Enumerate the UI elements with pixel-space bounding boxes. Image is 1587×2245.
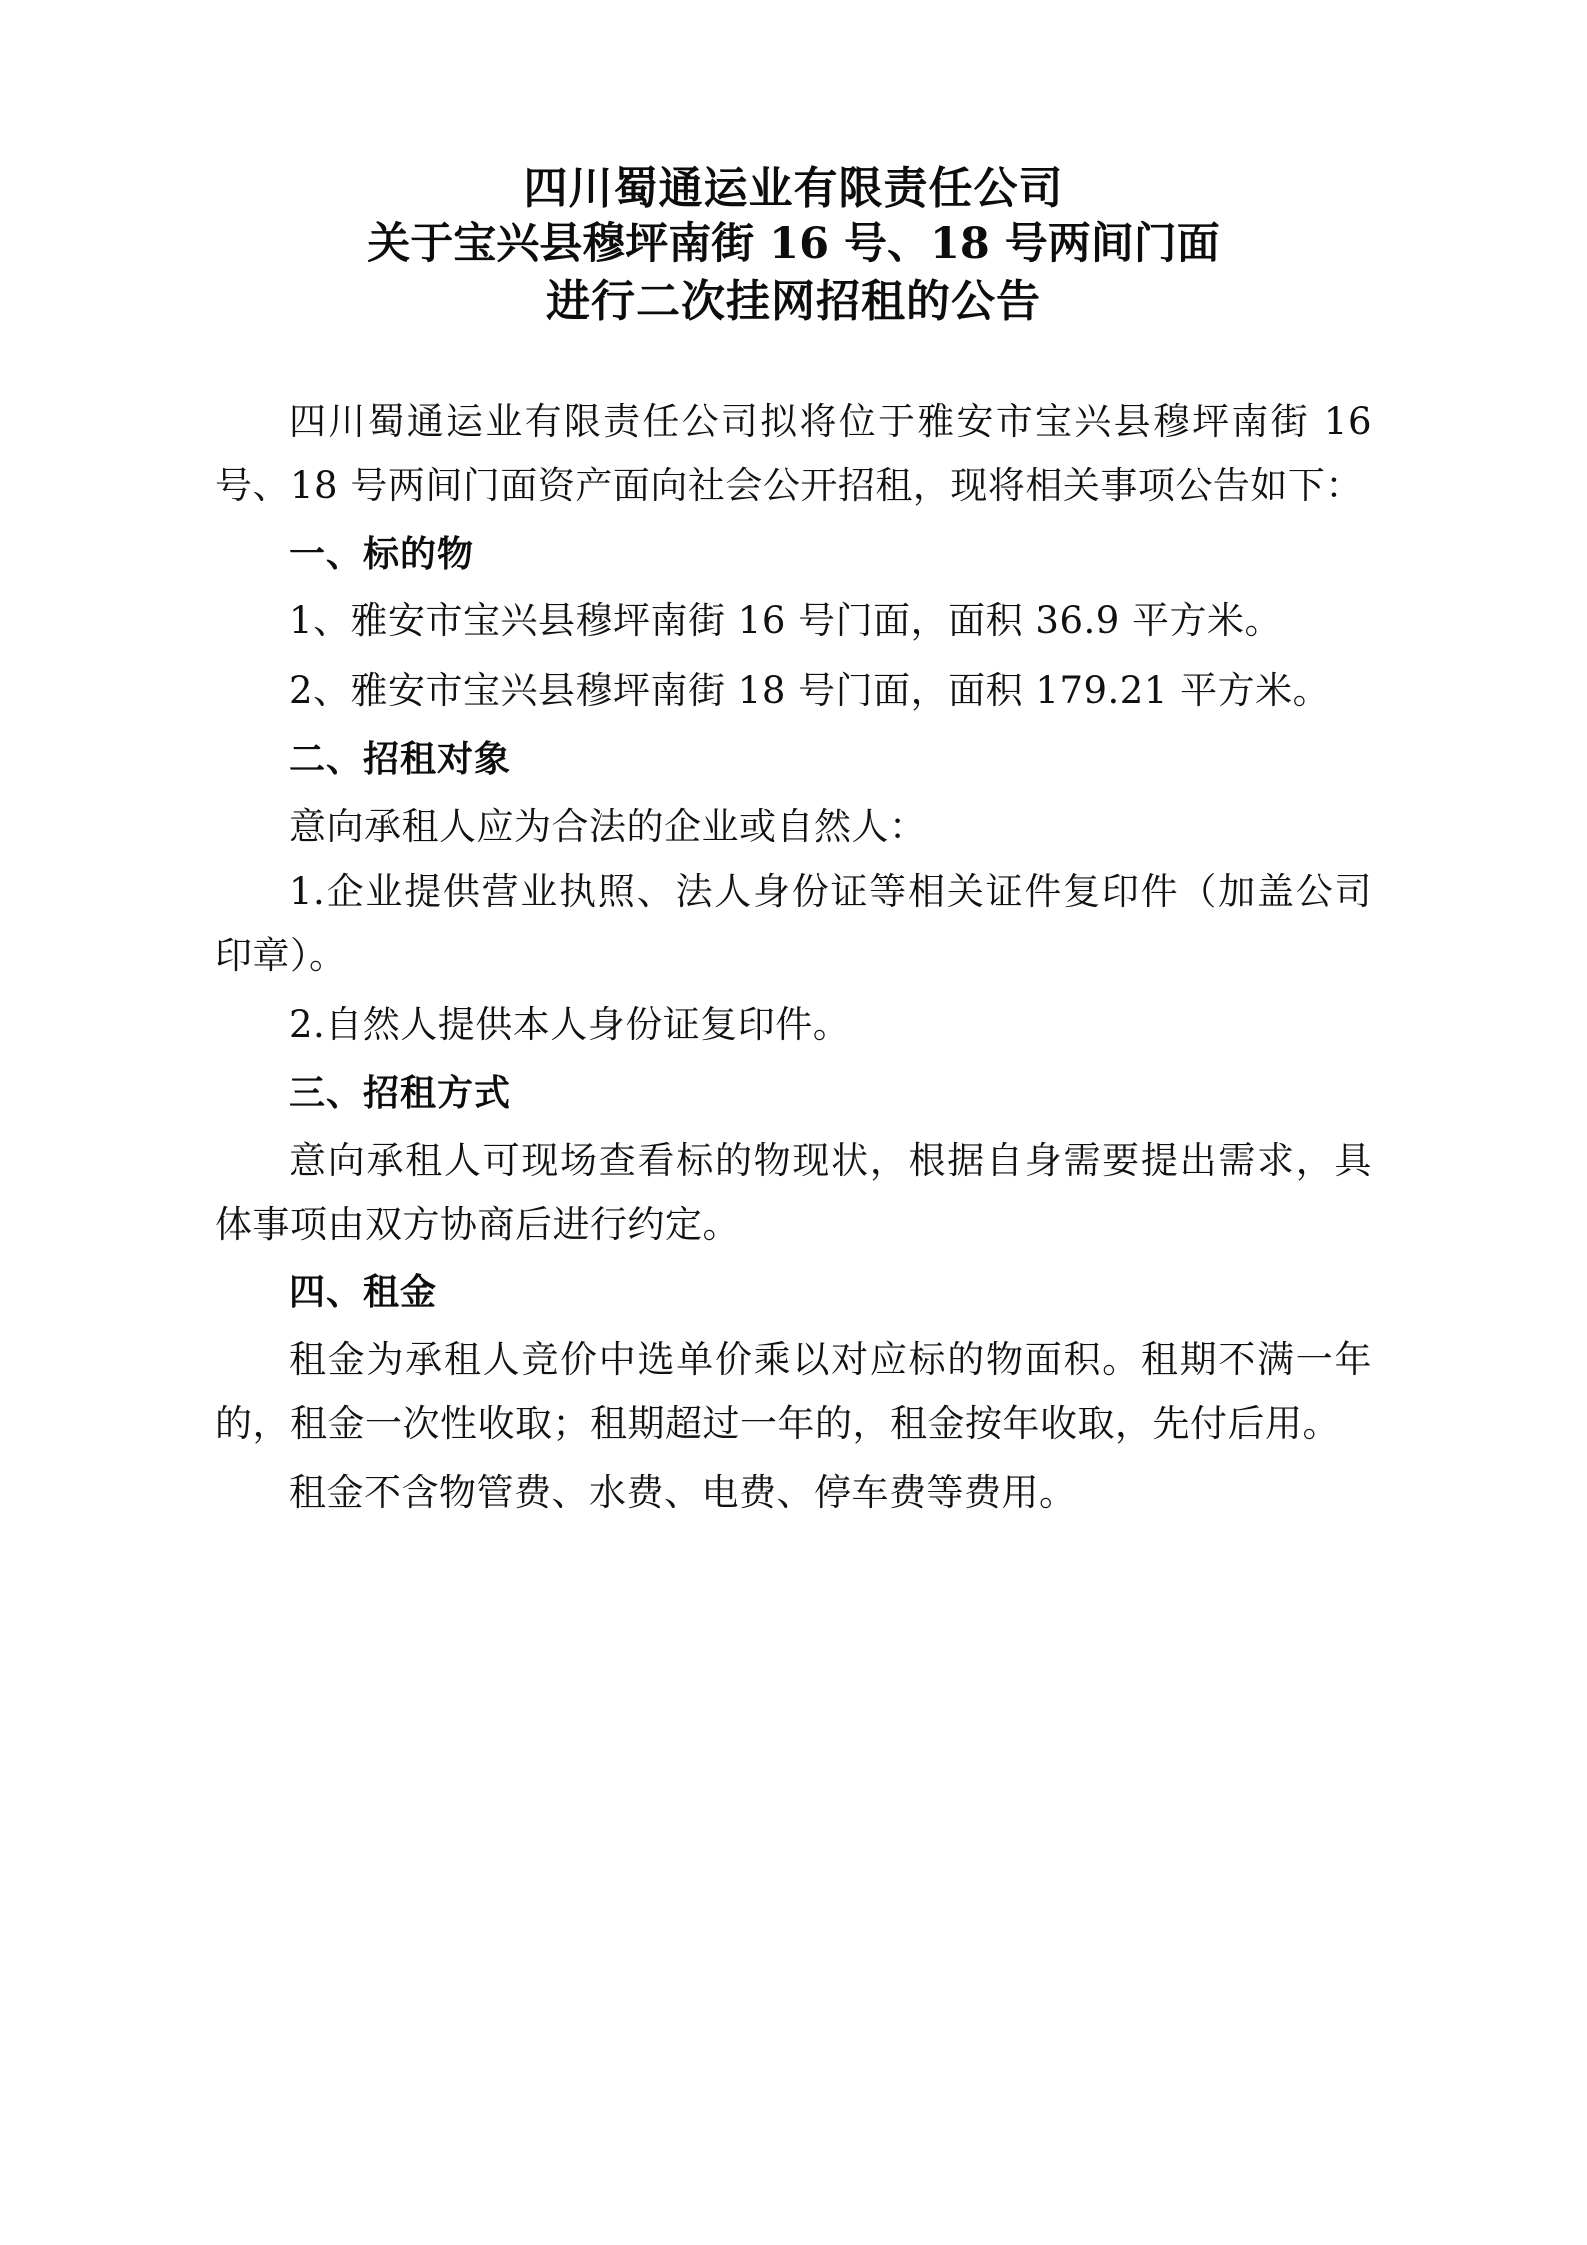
intro-paragraph: 四川蜀通运业有限责任公司拟将位于雅安市宝兴县穆坪南街 16 号、18 号两间门面资产面向社会公开招租，现将相关事项公告如下： xyxy=(215,400,1372,507)
document-title xyxy=(215,160,1372,330)
title-line-1: 四川蜀通运业有限责任公司 xyxy=(523,163,1064,214)
title-line-2: 关于宝兴县穆坪南街 16 号、18 号两间门面 xyxy=(367,219,1220,270)
section-2-item-2: 2.自然人提供本人身份证复印件。 xyxy=(289,1003,851,1047)
title-line-3: 进行二次挂网招租的公告 xyxy=(546,276,1041,328)
section-heading-3: 三、招租方式 xyxy=(289,1073,512,1115)
section-2-item-1: 1.企业提供营业执照、法人身份证等相关证件复印件（加盖公司印章）。 xyxy=(215,870,1372,977)
section-1-item-2: 2、雅安市宝兴县穆坪南街 18 号门面，面积 179.21 平方米。 xyxy=(289,669,1331,713)
section-1-item-1: 1、雅安市宝兴县穆坪南街 16 号门面，面积 36.9 平方米。 xyxy=(289,599,1283,643)
section-4-paragraph-1: 租金为承租人竞价中选单价乘以对应标的物面积。租期不满一年的，租金一次性收取；租期超过一年的，租金按年收取，先付后用。 xyxy=(215,1338,1372,1445)
section-heading-4: 四、租金 xyxy=(289,1272,438,1314)
section-3-paragraph: 意向承租人可现场查看标的物现状，根据自身需要提出需求，具体事项由双方协商后进行约定。 xyxy=(215,1138,1372,1246)
section-4-paragraph-2: 租金不含物管费、水费、电费、停车费等费用。 xyxy=(289,1471,1077,1515)
section-2-lead: 意向承租人应为合法的企业或自然人： xyxy=(289,804,927,848)
section-heading-1: 一、标的物 xyxy=(289,533,475,575)
section-heading-2: 二、招租对象 xyxy=(289,738,512,780)
